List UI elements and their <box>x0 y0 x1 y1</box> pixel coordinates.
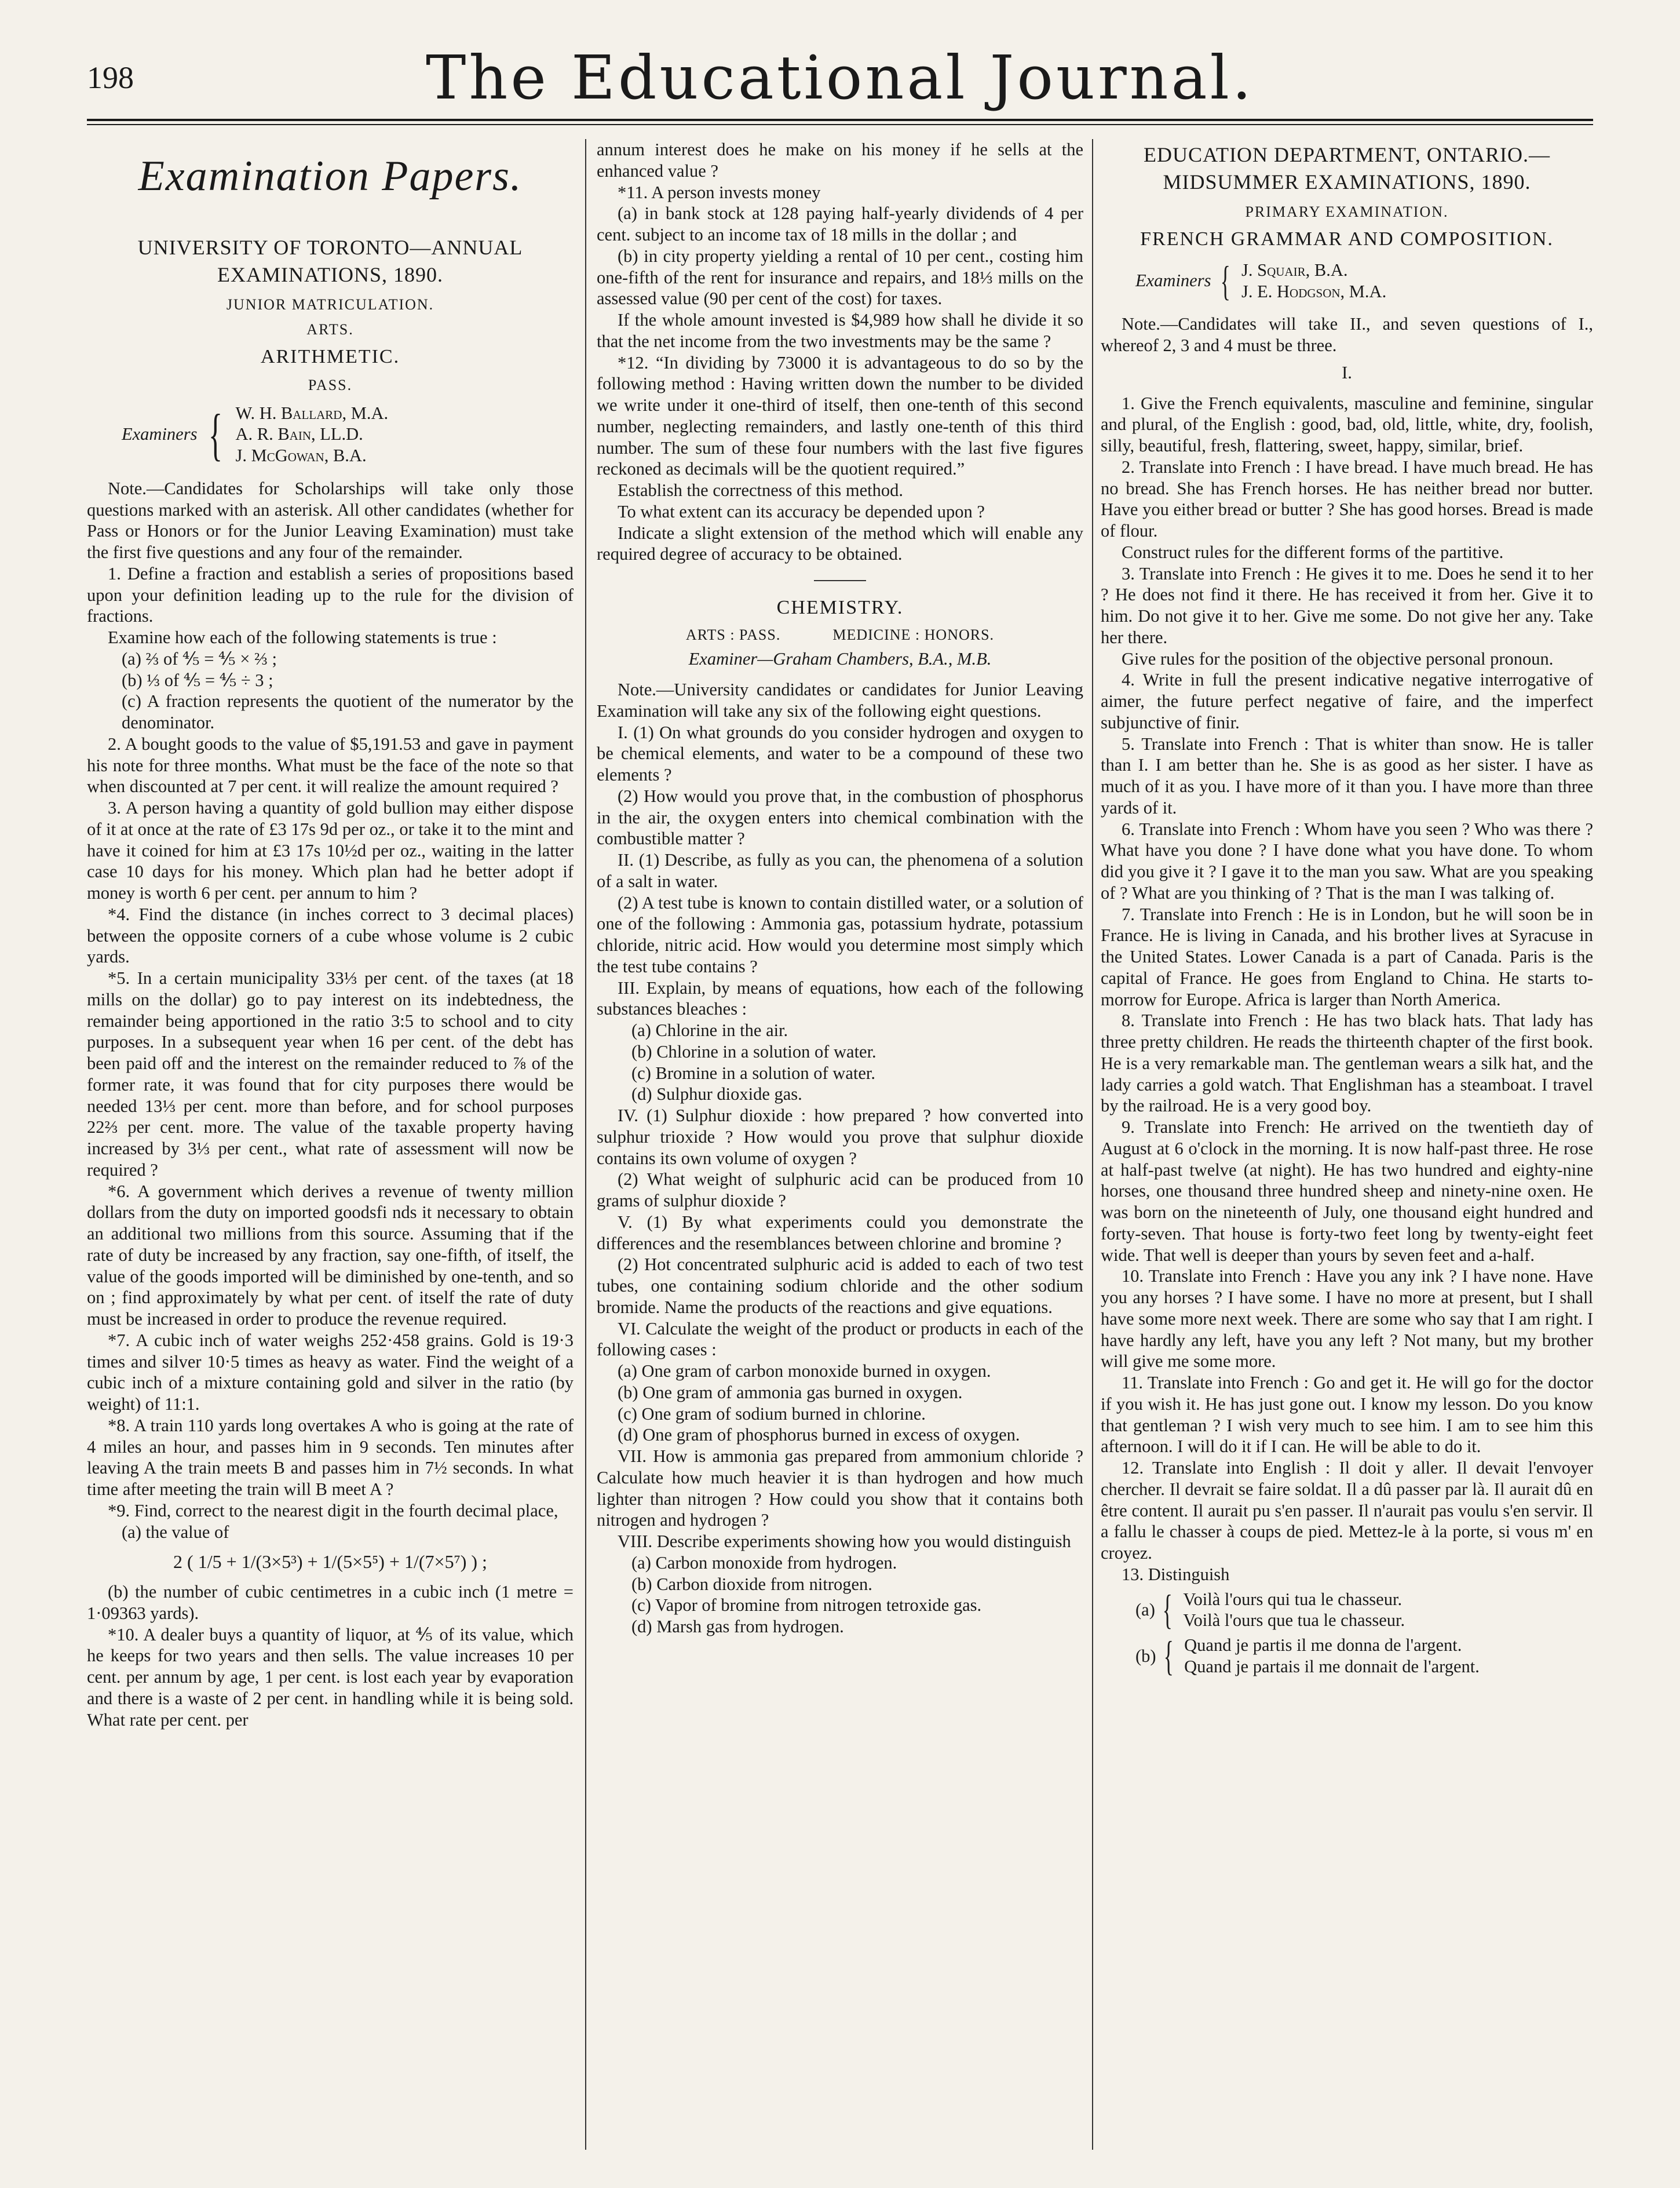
question-paragraph: 6. Translate into French : Whom have you seen ? Who was there ? What have you done ? I have done what you have done. To whom did you give it ? I gave it to the man you saw. What are you speaking of ? What are you thinking of ? That is the man I was talking of. <box>1101 819 1593 903</box>
question-paragraph: 3. A person having a quantity of gold bullion may either dispose of it at once at the rate of £3 17s 9d per oz., or take it to the mint and have it coined for him at £3 17s 10½d per oz., waiting in the latter case 10 days for his money. Which plan had he better adopt if money is worth 6 per cent. per annum to him ? <box>87 798 574 903</box>
question-item: (a) Chlorine in the air. <box>631 1020 788 1041</box>
pair-lines <box>1184 1635 1480 1678</box>
chem-subheading-row <box>597 626 1083 644</box>
question-paragraph: *11. A person invests money <box>618 182 821 202</box>
question-paragraph: 11. Translate into French : Go and get it. He will go for the doctor if you wish it. He has just gone out. I know my lesson. Do you know that gentleman ? I wish very much to see him. I am to see him this afternoon. I will do it if I can. He will be able to do it. <box>1101 1373 1593 1457</box>
question-paragraph: Give rules for the position of the objective personal pronoun. <box>1122 648 1554 669</box>
question-paragraph: (b) in city property yielding a rental of 10 per cent., costing him one-fifth of the rent for insurance and repairs, and 18⅓ mills on the assessed value (90 per cent of the cost) for taxes. <box>597 246 1083 309</box>
examiner-name: A. R. Bain, LL.D. <box>235 424 363 444</box>
examiner-name: J. E. Hodgson, M.A. <box>1241 281 1387 301</box>
column-3 <box>1101 139 1593 2156</box>
examiner-name: J. Squair, B.A. <box>1241 260 1348 280</box>
question-item: (b) Chlorine in a solution of water. <box>631 1041 876 1062</box>
question-paragraph: Construct rules for the different forms of the partitive. <box>1122 542 1504 562</box>
question-paragraph: *4. Find the distance (in inches correct to 3 decimal places) between the opposite corners of a cube whose volume is 2 cubic yards. <box>87 904 574 967</box>
examiners-block <box>122 403 574 466</box>
question-paragraph: V. (1) By what experiments could you demonstrate the differences and the resemblances between chlorine and bromine ? <box>597 1212 1083 1253</box>
question-paragraph: Indicate a slight extension of the method which will enable any required degree of accuracy to be obtained. <box>597 523 1083 564</box>
question-paragraph: 10. Translate into French : Have you any ink ? I have none. Have you any horses ? I have some. I have no more at present, but I shall have some more next week. There are some who say that I am right. I have hardly any left, have you any left ? Not many, but my brother will give me some more. <box>1101 1266 1593 1372</box>
column-2 <box>597 139 1083 2156</box>
column-divider <box>1092 139 1093 2150</box>
chem-examiner: Examiner—Graham Chambers, B.A., M.B. <box>688 649 992 669</box>
question-paragraph: 12. Translate into English : Il doit y aller. Il devait l'envoyer chercher. Il devrait se faire soldat. Il a dû passer par là. Il aurait dû en être content. Il aurait pu s'en passer. Il n'aurait pas voulu s'en servir. Il a fallu le chasser à coups de pied. Mettez-le à la porte, si vous m' en croyez. <box>1101 1458 1593 1563</box>
question-item: (b) One gram of ammonia gas burned in oxygen. <box>618 1382 963 1402</box>
pair-lines <box>1183 1589 1405 1632</box>
page-number: 198 <box>87 60 134 95</box>
exam-subheading: JUNIOR MATRICULATION. <box>226 296 434 313</box>
pair-line: Voilà l'ours qui tua le chasseur. <box>1183 1589 1403 1609</box>
question-paragraph: If the whole amount invested is $4,989 how shall he divide it so that the net income from the two investments may be the same ? <box>597 310 1083 351</box>
question-item: (b) ⅓ of ⅘ = ⅘ ÷ 3 ; <box>122 670 273 690</box>
question-paragraph: 2. Translate into French : I have bread. I have much bread. He has no bread. She has French horses. He has neither bread nor butter. Have you either bread or butter ? She has good horses. Bread is made of flour. <box>1101 457 1593 541</box>
question-item: (c) Bromine in a solution of water. <box>631 1063 875 1083</box>
examiners-label: Examiners <box>122 424 198 444</box>
question-item: (c) One gram of sodium burned in chlorine. <box>618 1403 926 1424</box>
examiner-names <box>1241 260 1386 302</box>
question-paragraph: (2) Hot concentrated sulphuric acid is added to each of two test tubes, one containing sodium chloride and the other sodium bromide. Name the products of the reactions and give equations. <box>597 1255 1083 1317</box>
note-paragraph: Note.—Candidates for Scholarships will take only those questions marked with an asterisk. All other candidates (whether for Pass or Honors or for the Junior Leaving Examination) must take the first five questions and any four of the remainder. <box>87 478 574 563</box>
question-paragraph: 1. Define a fraction and establish a series of propositions based upon your definition leading up to the rule for the division of fractions. <box>87 563 574 626</box>
question-paragraph: Examine how each of the following statements is true : <box>108 628 497 648</box>
question-paragraph: *8. A train 110 yards long overtakes A who is going at the rate of 4 miles an hour, and passes him in 9 seconds. Ten minutes after leaving A the train meets B and passes him in 7½ seconds. In what time after meeting the train will B meet A ? <box>87 1415 574 1500</box>
distinguish-pair <box>1135 1632 1593 1679</box>
question-item: (d) Marsh gas from hydrogen. <box>631 1617 844 1637</box>
question-paragraph: IV. (1) Sulphur dioxide : how prepared ? how converted into sulphur trioxide ? How would you prove that sulphur dioxide contains its own volume of oxygen ? <box>597 1106 1083 1168</box>
page-header <box>87 32 1593 119</box>
exam-heading: EDUCATION DEPARTMENT, ONTARIO.— MIDSUMMER EXAMINATIONS, 1890. <box>1144 143 1550 194</box>
subject-title: ARITHMETIC. <box>260 346 400 368</box>
question-paragraph: *12. “In dividing by 73000 it is advantageous to do so by the following method : Having written down the number to be divided we write under it one-third of itself, then one-tenth of this second number, neglecting remainders, and lastly one-tenth of this third number. The sum of these four numbers with the last five figures reckoned as decimals will be the quotient required.” <box>597 352 1083 479</box>
exam-subheading: ARTS. <box>306 321 354 338</box>
exam-subheading: PRIMARY EXAMINATION. <box>1245 203 1449 220</box>
question-paragraph: (b) the number of cubic centimetres in a cubic inch (1 metre = 1·09363 yards). <box>87 1582 574 1623</box>
question-item: (d) Sulphur dioxide gas. <box>631 1084 802 1104</box>
examiner-names <box>235 403 388 466</box>
column-divider <box>585 139 586 2150</box>
question-paragraph: (2) What weight of sulphuric acid can be produced from 10 grams of sulphur dioxide ? <box>597 1169 1083 1211</box>
question-item: (d) One gram of phosphorus burned in excess of oxygen. <box>618 1425 1020 1445</box>
question-paragraph: *5. In a certain municipality 33⅓ per cent. of the taxes (at 18 mills on the dollar) go to pay interest on its indebtedness, the remainder being apportioned in the ratio 3:5 to school and to city purposes. In a subsequent year when 16 per cent. of the debt has been paid off and the interest on the remainder reduced to ⅞ of the former rate, it was found that for city purposes there would be needed 13⅓ per cent. more than before, and for school purposes 22⅔ per cent. more. The value of the taxable property having increased by 3⅓ per cent., what rate of assessment will now be required ? <box>87 968 574 1180</box>
subject-title: FRENCH GRAMMAR AND COMPOSITION. <box>1140 228 1554 250</box>
question-paragraph: I. (1) On what grounds do you consider hydrogen and oxygen to be chemical elements, and water to be a compound of these two elements ? <box>597 722 1083 785</box>
examiner-name: W. H. Ballard, M.A. <box>235 403 389 423</box>
question-paragraph: *10. A dealer buys a quantity of liquor, at ⅘ of its value, which he keeps for two years and then sells. The value increases 10 per cent. per annum by age, 1 per cent. is lost each year by evaporation and there is a waste of 2 per cent. in handling while it is being sold. What rate per cent. per <box>87 1624 574 1730</box>
exam-heading: UNIVERSITY OF TORONTO—ANNUAL EXAMINATIONS, 1890. <box>137 236 523 286</box>
question-paragraph: II. (1) Describe, as fully as you can, the phenomena of a solution of a salt in water. <box>597 850 1083 891</box>
question-paragraph: 13. Distinguish <box>1122 1564 1230 1584</box>
distinguish-pair <box>1135 1589 1593 1632</box>
section-divider <box>814 580 866 581</box>
question-item: (a) Carbon monoxide from hydrogen. <box>631 1552 897 1573</box>
question-paragraph: 4. Write in full the present indicative negative interrogative of aimer, the future perfect negative of faire, and the imperfect subjunctive of finir. <box>1101 670 1593 732</box>
brace-glyph: { <box>1221 257 1231 304</box>
pair-label: (a) <box>1135 1600 1155 1620</box>
question-paragraph: To what extent can its accuracy be depended upon ? <box>618 501 985 522</box>
brace-glyph: { <box>209 402 223 466</box>
question-item: (a) ⅔ of ⅘ = ⅘ × ⅔ ; <box>122 648 277 669</box>
question-item: (a) the value of <box>122 1522 229 1542</box>
journal-title: The Educational Journal. <box>426 42 1254 113</box>
question-paragraph: 3. Translate into French : He gives it to me. Does he send it to her ? He does not find it there. He has received it from her. Give it to him. Do not give it to her. Give me some. Do not give her any. Take her there. <box>1101 563 1593 647</box>
header-rule <box>87 119 1593 121</box>
brace-glyph: { <box>1163 1632 1174 1679</box>
question-paragraph: (2) How would you prove that, in the combustion of phosphorus in the air, the oxygen enters into chemical combination with the combustible matter ? <box>597 786 1083 849</box>
math-formula: 2 ( 1/5 + 1/(3×5³) + 1/(5×5⁵) + 1/(7×5⁷) ) ; <box>173 1551 487 1573</box>
pair-line: Quand je partis il me donna de l'argent. <box>1184 1635 1462 1655</box>
question-paragraph: *6. A government which derives a revenue of twenty million dollars from the duty on imported goodsfi nds it necessary to obtain an additional two millions from this source. Assuming that if the rate of duty be increased by any fraction, say one-fifth, of itself, the value of the goods imported will be diminished by one-tenth, and so on ; find approximately by what per cent. of itself the rate of duty must be increased in order to produce the revenue required. <box>87 1181 574 1329</box>
question-paragraph: 9. Translate into French: He arrived on the twentieth day of August at 6 o'clock in the morning. It is now half-past three. He rose at half-past twelve (at night). He has two hundred and eighty-nine horses, one thousand three hundred sheep and ninety-nine oxen. He was born on the nineteenth of July, one thousand eight hundred and forty-seven. That house is forty-two feet long by twenty-eight feet wide. That well is deeper than yours by seven feet and a-half. <box>1101 1117 1593 1265</box>
question-item: (a) One gram of carbon monoxide burned in oxygen. <box>618 1361 991 1381</box>
question-paragraph: *7. A cubic inch of water weighs 252·458 grains. Gold is 19·3 times and silver 10·5 times as heavy as water. Find the weight of a cubic inch of a mixture containing gold and silver in the ratio (by weight) of 11:1. <box>87 1330 574 1414</box>
header-rule-thin <box>87 124 1593 125</box>
question-paragraph: 2. A bought goods to the value of $5,191.53 and gave in payment his note for three months. What must be the face of the note so that when discounted at 7 per cent. it will realize the amount required ? <box>87 734 574 797</box>
examiner-name: J. McGowan, B.A. <box>235 446 367 466</box>
question-paragraph: VI. Calculate the weight of the product or products in each of the following cases : <box>597 1318 1083 1360</box>
examiners-label: Examiners <box>1135 271 1211 291</box>
question-paragraph: (2) A test tube is known to contain distilled water, or a solution of one of the following : Ammonia gas, potassium hydrate, potassium chloride, nitric acid. How would you determine most simply which the test tube contains ? <box>597 892 1083 976</box>
brace-glyph: { <box>1162 1587 1173 1633</box>
question-paragraph: III. Explain, by means of equations, how each of the following substances bleaches : <box>597 978 1083 1019</box>
question-paragraph: 1. Give the French equivalents, masculine and feminine, singular and plural, of the English : good, bad, old, little, white, dry, foolish, silly, beautiful, fresh, flattering, sweet, happy, similar, brief. <box>1101 393 1593 456</box>
question-paragraph: *9. Find, correct to the nearest digit in the fourth decimal place, <box>108 1500 558 1520</box>
pair-line: Quand je partais il me donnait de l'argent. <box>1184 1656 1480 1676</box>
question-paragraph: 5. Translate into French : That is whiter than snow. He is taller than I. I am better than he. She is as good as her sister. I have as much of it as you. I have more of it than you. I have more than three yards of it. <box>1101 734 1593 818</box>
chem-left-label: ARTS : PASS. <box>685 626 781 643</box>
question-paragraph: VIII. Describe experiments showing how you would distinguish <box>618 1531 1071 1552</box>
question-paragraph: 8. Translate into French : He has two black hats. That lady has three pretty children. He reads the thirteenth chapter of the first book. He is a very remarkable man. The gentleman wears a silk hat, and the lady carries a gold watch. That Englishman has a steamboat. I travel by the railroad. He is a very good boy. <box>1101 1011 1593 1116</box>
question-paragraph: (a) in bank stock at 128 paying half-yearly dividends of 4 per cent. subject to an income tax of 18 mills in the dollar ; and <box>597 203 1083 245</box>
note-paragraph: Note.—University candidates or candidates for Junior Leaving Examination will take any six of the following eight questions. <box>597 680 1083 721</box>
subject-title: CHEMISTRY. <box>776 597 904 618</box>
question-paragraph: 7. Translate into French : He is in London, but he will soon be in France. He is living in Canada, and his brother lives at Syracuse in the United States. Lower Canada is a part of Canada. Paris is the capital of France. He goes from England to China. He starts to-morrow for Europe. Africa is larger than North America. <box>1101 904 1593 1009</box>
chem-right-label: MEDICINE : HONORS. <box>832 626 995 643</box>
question-paragraph: annum interest does he make on his money if he sells at the enhanced value ? <box>597 140 1083 181</box>
question-paragraph: VII. How is ammonia gas prepared from ammonium chloride ? Calculate how much heavier it is than hydrogen and how much lighter than nitrogen ? How could you show that it contains both nitrogen and hydrogen ? <box>597 1446 1083 1530</box>
pair-label: (b) <box>1135 1646 1156 1666</box>
section-title: Examination Papers. <box>138 152 523 200</box>
roman-numeral: I. <box>1342 362 1352 382</box>
examiners-block <box>1135 257 1593 304</box>
question-item: (b) Carbon dioxide from nitrogen. <box>631 1574 872 1594</box>
question-item: (c) A fraction represents the quotient of the numerator by the denominator. <box>122 691 574 733</box>
pair-line: Voilà l'ours que tua le chasseur. <box>1183 1610 1405 1631</box>
column-1 <box>87 139 574 2156</box>
question-item: (c) Vapor of bromine from nitrogen tetroxide gas. <box>631 1595 982 1616</box>
note-paragraph: Note.—Candidates will take II., and seven questions of I., whereof 2, 3 and 4 must be three. <box>1101 314 1593 356</box>
question-paragraph: Establish the correctness of this method. <box>618 480 903 500</box>
exam-level: PASS. <box>308 377 353 394</box>
